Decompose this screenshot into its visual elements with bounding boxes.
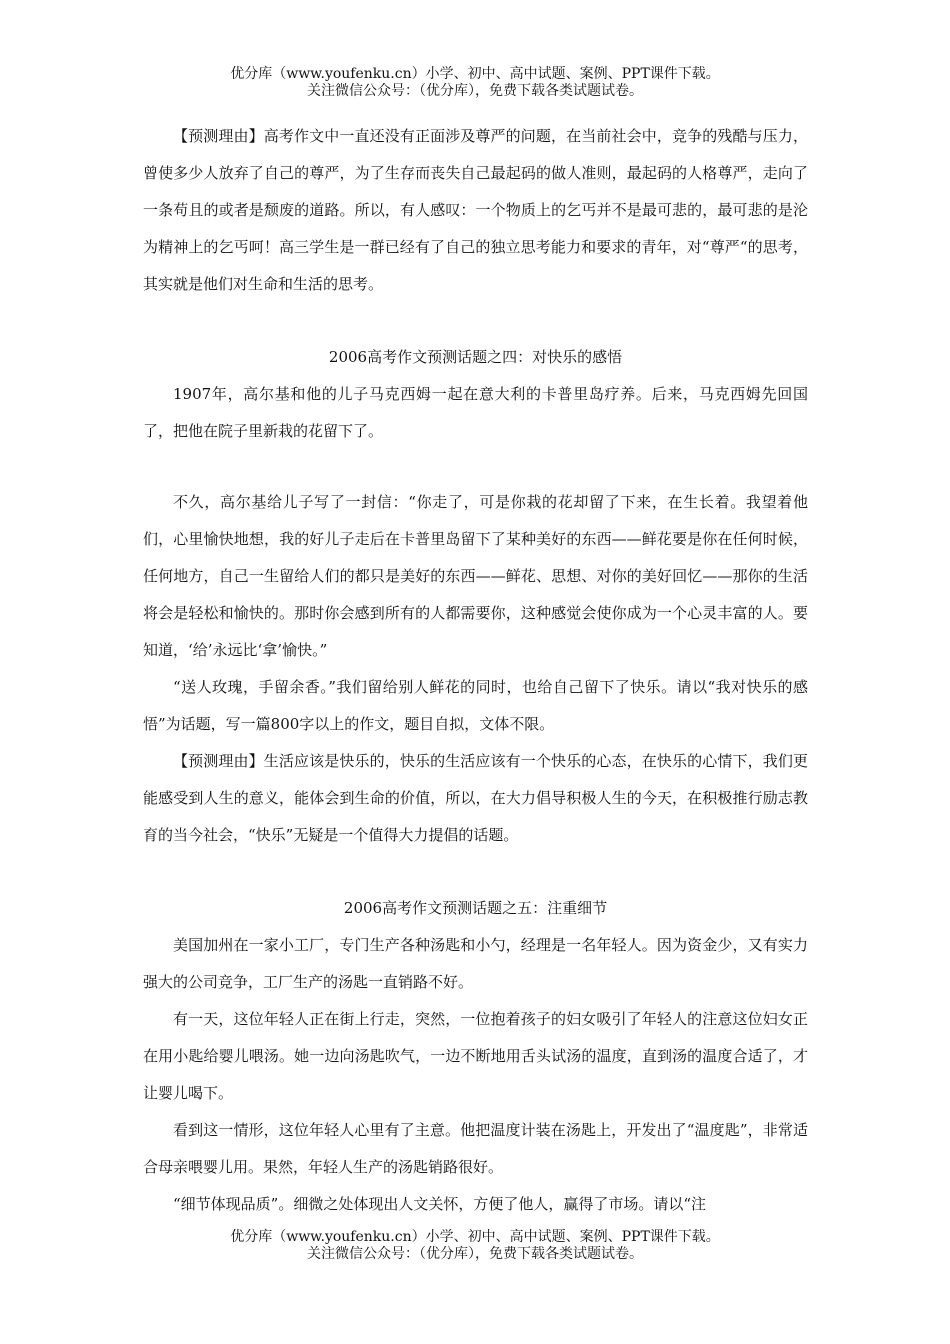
footer-line-1: 优分库（www.youfenku.cn）小学、初中、高中试题、案例、PPT课件下载。 — [230, 1229, 720, 1245]
section3-reason — [143, 118, 808, 303]
reason-text: 高考作文中一直还没有正面涉及尊严的问题，在当前社会中，竞争的残酷与压力，曾使多少人放弃了自己的尊严，为了生存而丧失自己最起码的做人准则，最起码的人格尊严，走向了一条苟且的或者是颓废的道路。所以，有人感叹：一个物质上的乞丐并不是最可悲的，最可悲的是沦为精神上的乞丐呵！高三学生是一群已经有了自己的独立思考能力和要求的青年，对“尊严“的思考，其实就是他们对生命和生活的思考。 — [143, 127, 808, 293]
section4-paragraph-2: 不久，高尔基给儿子写了一封信：“你走了，可是你栽的花却留了下来，在生长着。我望着他们，心里愉快地想，我的好儿子走后在卡普里岛留下了某种美好的东西——鲜花要是你在任何时候，任何地方，自己一生留给人们的都只是美好的东西——鲜花、思想、对你的美好回忆——那你的生活将会是轻松和愉快的。那时你会感到所有的人都需要你，这种感觉会使你成为一个心灵丰富的人。要知道，‘给’永远比‘拿’愉快。” — [143, 493, 808, 659]
section5-title: 2006高考作文预测话题之五：注重细节 — [343, 899, 608, 917]
section4-reason — [143, 743, 808, 854]
section5-paragraph-3: 看到这一情形，这位年轻人心里有了主意。他把温度计装在汤匙上，开发出了“温度匙”，非常适合母亲喂婴儿用。果然，年轻人生产的汤匙销路很好。 — [143, 1121, 808, 1176]
footer-line-2: 关注微信公众号：（优分库），免费下载各类试题试卷。 — [307, 1246, 643, 1262]
reason-label: 【预测理由】 — [173, 127, 264, 145]
reason-text: 生活应该是快乐的，快乐的生活应该有一个快乐的心态，在快乐的心情下，我们更能感受到人生的意义，能体会到生命的价值，所以，在大力倡导积极人生的今天，在积极推行励志教育的当今社会，“快乐”无疑是一个值得大力提倡的话题。 — [143, 752, 808, 844]
section5-paragraph-1: 美国加州在一家小工厂，专门生产各种汤匙和小勺，经理是一名年轻人。因为资金少，又有实力强大的公司竞争，工厂生产的汤匙一直销路不好。 — [143, 936, 808, 991]
header-line-1: 优分库（www.youfenku.cn）小学、初中、高中试题、案例、PPT课件下载。 — [230, 66, 720, 82]
page-footer — [0, 1229, 950, 1263]
header-line-2: 关注微信公众号：（优分库），免费下载各类试题试卷。 — [307, 83, 643, 99]
page-header — [0, 66, 950, 100]
section4-paragraph-1: 1907年，高尔基和他的儿子马克西姆一起在意大利的卡普里岛疗养。后来，马克西姆先回国了，把他在院子里新栽的花留下了。 — [143, 385, 808, 440]
section5-paragraph-2: 有一天，这位年轻人正在街上行走，突然，一位抱着孩子的妇女吸引了年轻人的注意这位妇女正在用小匙给婴儿喂汤。她一边向汤匙吹气，一边不断地用舌头试汤的温度，直到汤的温度合适了，才让婴儿喝下。 — [143, 1010, 808, 1102]
section4-title: 2006高考作文预测话题之四：对快乐的感悟 — [328, 348, 623, 366]
reason-label: 【预测理由】 — [173, 752, 264, 770]
section4-paragraph-3: “送人玫瑰，手留余香。”我们留给别人鲜花的同时，也给自己留下了快乐。请以“我对快乐的感悟”为话题，写一篇800字以上的作文，题目自拟，文体不限。 — [143, 678, 808, 733]
document-body — [143, 118, 808, 1223]
section5-paragraph-4: “细节体现品质”。细微之处体现出人文关怀，方便了他人，赢得了市场。请以“注 — [173, 1195, 707, 1213]
